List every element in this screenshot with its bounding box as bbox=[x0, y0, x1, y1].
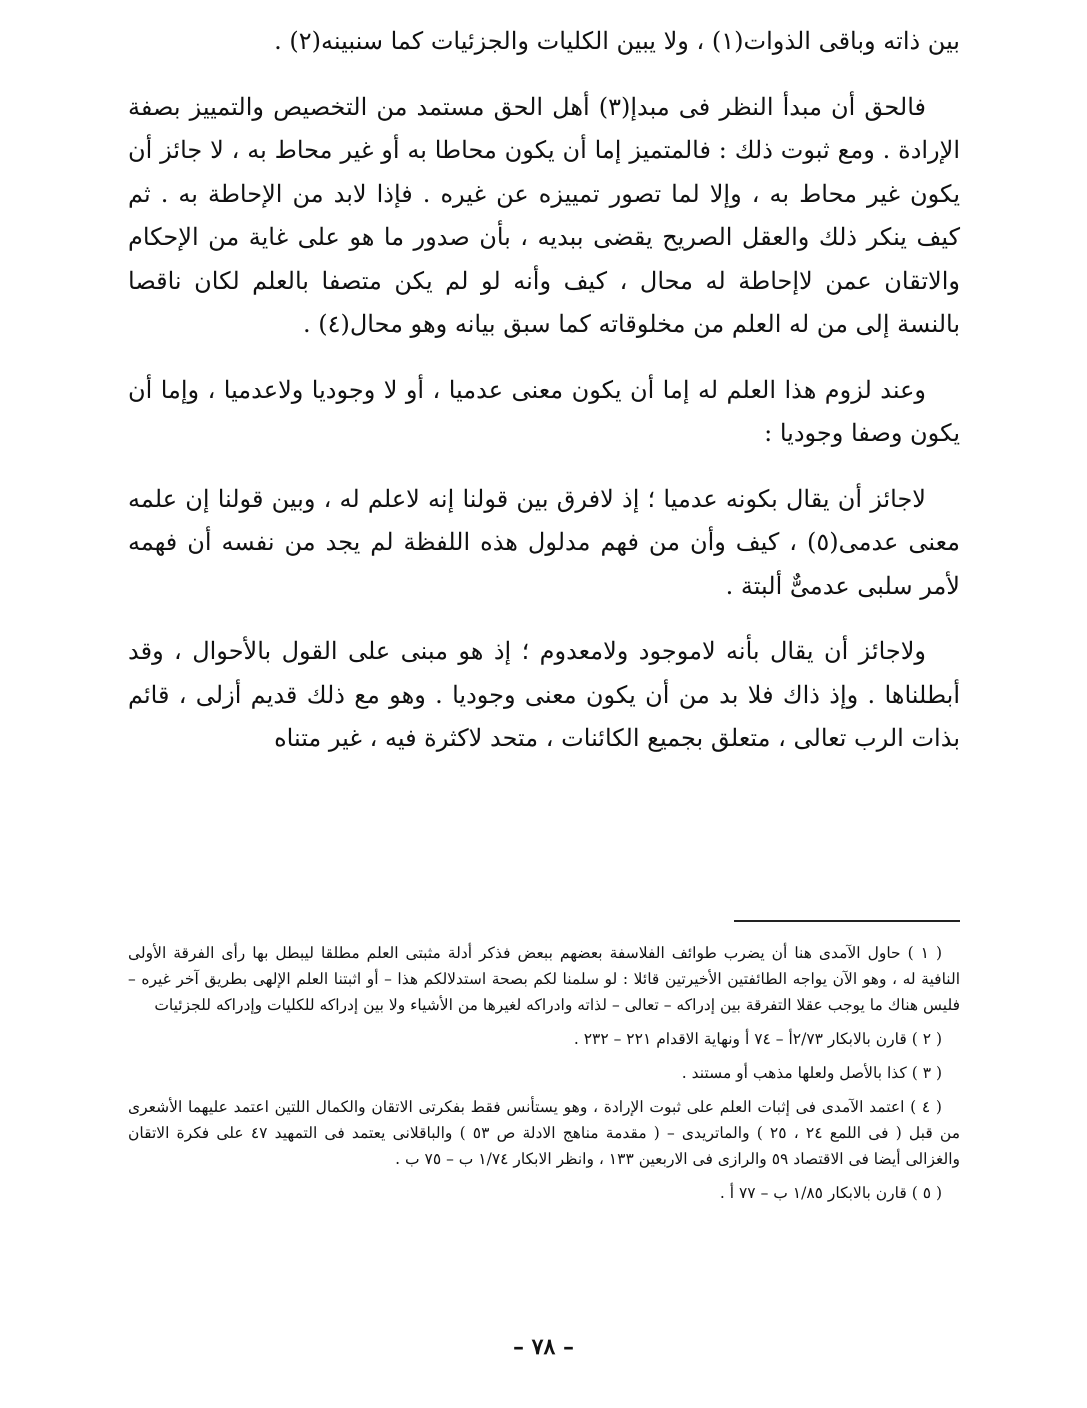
footnote-3: ( ٣ ) كذا بالأصل ولعلها مذهب أو مستند . bbox=[681, 1064, 942, 1082]
paragraph-2: فالحق أن مبدأ النظر فى مبدإ(٣) أهل الحق مستمد من التخصيص والتمييز بصفة الإرادة . ومع ثبوت ذلك : فالمتميز إما أن يكون محاطا به أو غير محاط به ، لا جائز أن يكون غير محاط به ، وإلا لما تصور تمييزه عن غيره . فإذا لابد من الإحاطة به . ثم كيف ينكر ذلك والعقل الصريح يقضى ببديه ، بأن صدور ما هو على غاية من الإحكام والاتقان عمن لاإحاطة له محال ، كيف وأنه لو لم يكن متصفا بالعلم لكان ناقصا بالنسة إلى من له العلم من مخلوقاته كما سبق بيانه وهو محال(٤) . bbox=[128, 92, 960, 338]
paragraph-4: لاجائز أن يقال بكونه عدميا ؛ إذ لافرق بين قولنا إنه لاعلم له ، وبين قولنا إن علمه معنى عدمى(٥) ، كيف وأن من فهم مدلول هذه اللفظة لم يجد من نفسه أن فهمه لأمر سلبى عدمىٌّ ألبتة . bbox=[128, 484, 961, 600]
paragraph-1: بين ذاته وباقى الذوات(١) ، ولا يبين الكليات والجزئيات كما سنبينه(٢) . bbox=[274, 27, 960, 55]
paragraph-3: وعند لزوم هذا العلم له إما أن يكون معنى عدميا ، أو لا وجوديا ولاعدميا ، وإما أن يكون وصفا وجوديا : bbox=[128, 375, 960, 447]
main-text bbox=[128, 20, 960, 783]
footnote-5: ( ٥ ) قارن بالابكار ١/٨٥ ب – ٧٧ أ . bbox=[719, 1184, 942, 1202]
footnote-2: ( ٢ ) قارن بالابكار ٢/٧٣أ – ٧٤ أ ونهاية الاقدام ٢٢١ – ٢٣٢ . bbox=[573, 1030, 942, 1048]
footnote-4: ( ٤ ) اعتمد الآمدى فى إثبات العلم على ثبوت الإرادة ، وهو يستأنس فقط بفكرتى الاتقان والكمال اللتين اعتمد عليهما الأشعرى من قبل ( فى اللمع ٢٤ ، ٢٥ ) والماتريدى – ( مقدمة مناهج الادلة ص ٥٣ ) والباقلانى يعتمد فى التمهيد ٤٧ على فكرة الاتقان والغزالى أيضا فى الاقتصاد ٥٩ والرازى فى الاربعين ١٣٣ ، وانظر الابكار ١/٧٤ ب – ٧٥ ب . bbox=[128, 1098, 960, 1168]
footnotes bbox=[128, 940, 960, 1214]
footnote-1: ( ١ ) حاول الآمدى هنا أن يضرب طوائف الفلاسفة بعضهم ببعض فذكر أدلة مثبتى العلم مطلقا ليبطل بها رأى الفرقة الأولى النافية له ، وهو الآن يواجه الطائفتين الأخيرتين قائلا : لو سلمنا لكم بصحة استدلالكم هذا – أو اثبتنا العلم الإلهى بطريق آخر غيره – فليس هناك ما يوجب عقلا التفرقة بين إدراكه – تعالى – لذاته وادراكه لغيرها من الأشياء ولا بين إدراكه للكليات وإدراكه للجزئيات bbox=[128, 944, 960, 1014]
paragraph-5: ولاجائز أن يقال بأنه لاموجود ولامعدوم ؛ إذ هو مبنى على القول بالأحوال ، وقد أبطلناها . وإذ ذاك فلا بد من أن يكون معنى وجوديا . وهو مع ذلك قديم أزلى ، قائم بذات الرب تعالى ، متعلق بجميع الكائنات ، متحد لاكثرة فيه ، غير متناه bbox=[128, 637, 960, 752]
footnote-divider bbox=[734, 920, 960, 922]
page-number: – ٧٨ – bbox=[513, 1334, 574, 1360]
